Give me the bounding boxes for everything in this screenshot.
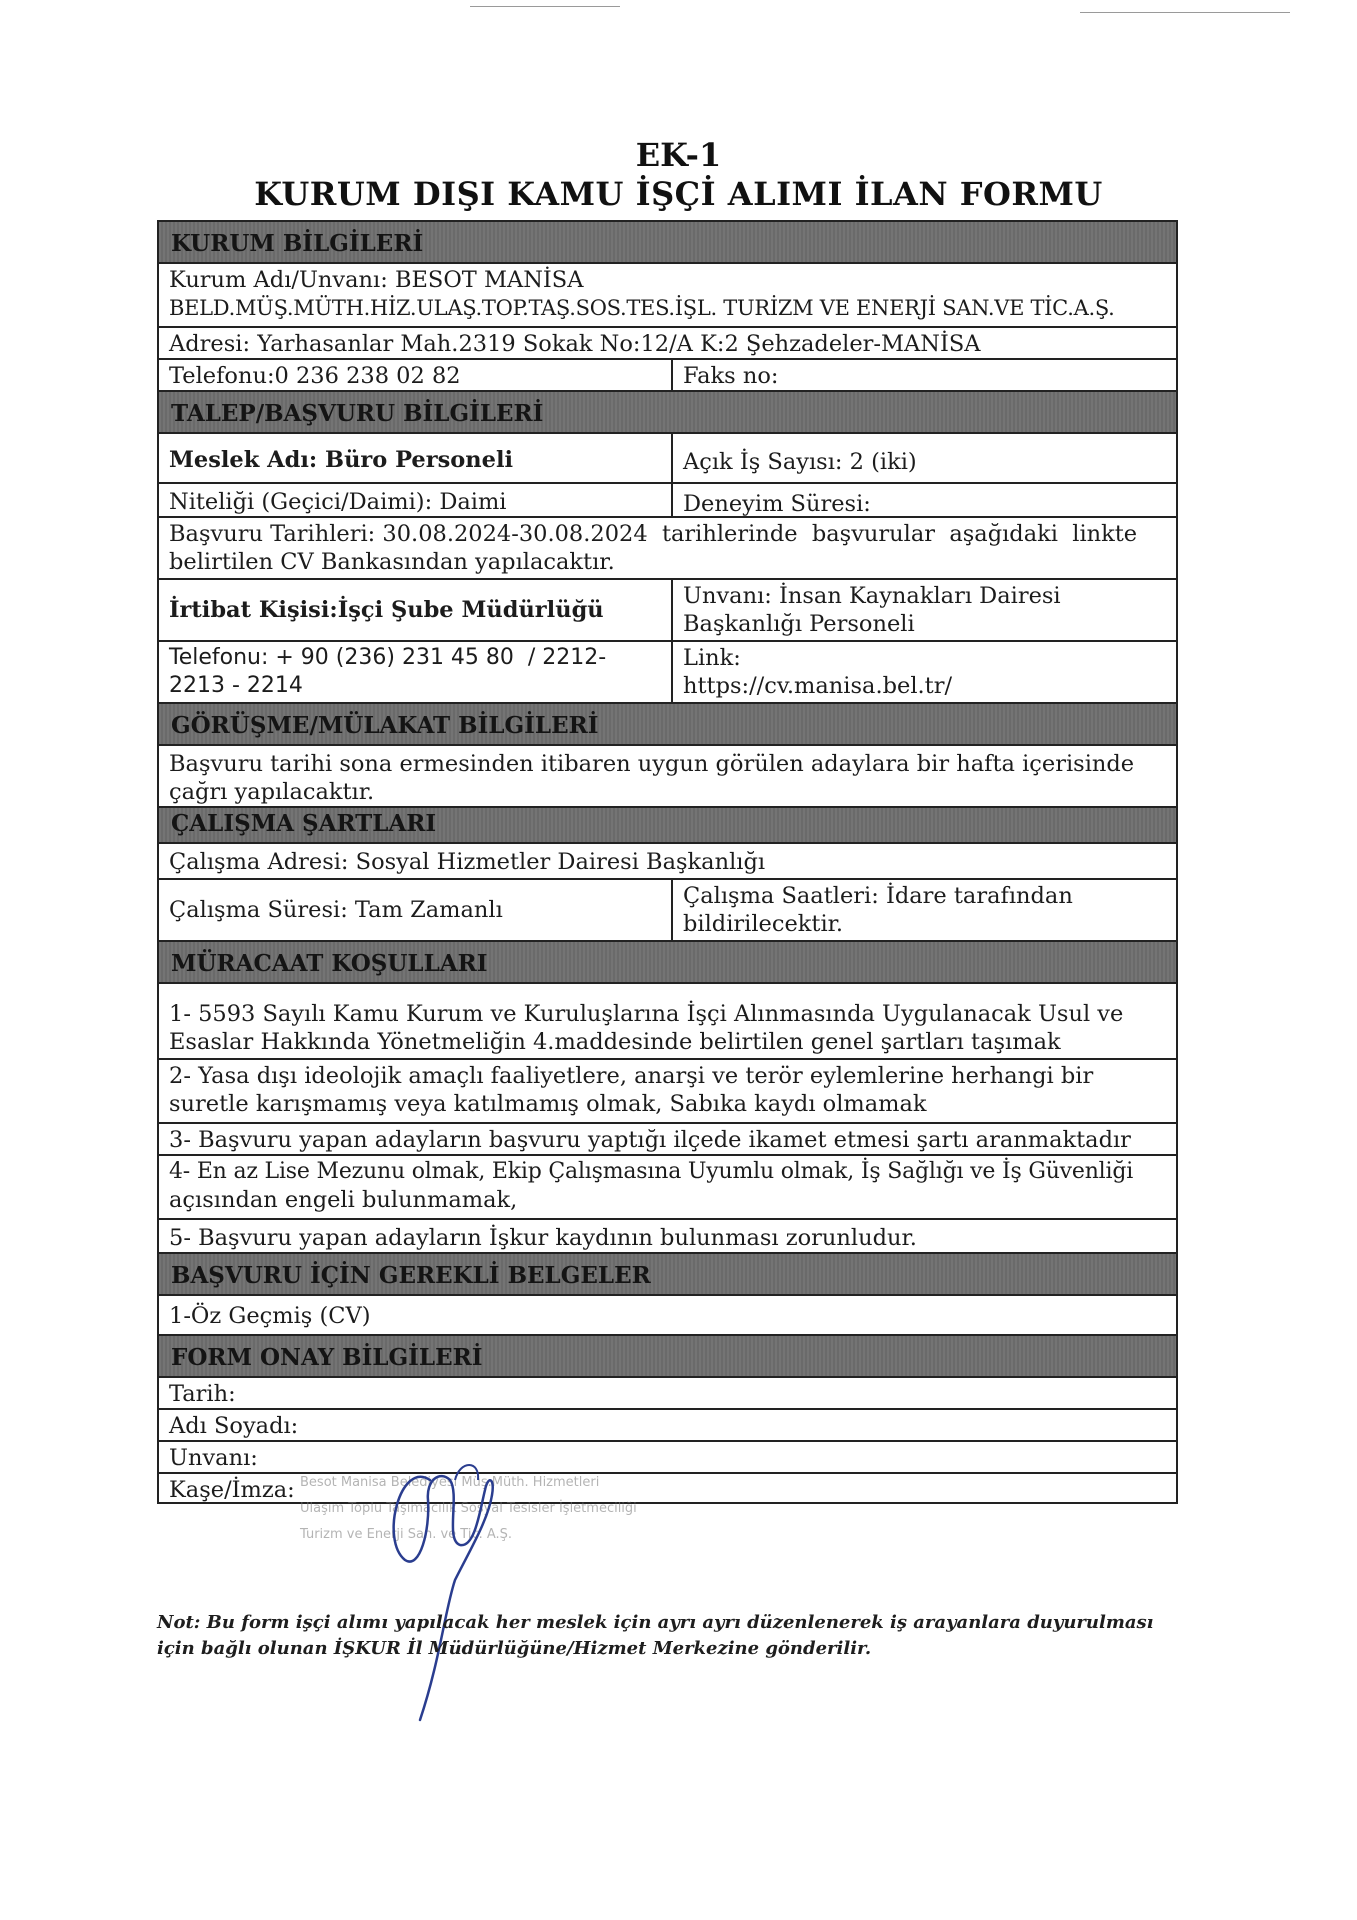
section-onay [157, 1334, 1178, 1376]
section-talep-heading: TALEP/BAŞVURU BİLGİLERİ [171, 400, 544, 427]
niteligi: Niteliği (Geçici/Daimi): Daimi [169, 489, 507, 515]
kurum-adi [159, 264, 1176, 326]
row-onay-adi [157, 1408, 1178, 1440]
onay-tarih: Tarih: [169, 1381, 236, 1407]
gorusme-text [159, 748, 1176, 806]
link-label: Link: [683, 645, 741, 671]
row-irtibat-telefon [157, 640, 1178, 702]
deneyim-suresi: Deneyim Süresi: [671, 484, 1176, 516]
unvan-line1: Unvanı: İnsan Kaynakları Dairesi [683, 583, 1061, 609]
calisma-suresi: Çalışma Süresi: Tam Zamanlı [169, 897, 503, 923]
document-title: KURUM DIŞI KAMU İŞÇİ ALIMI İLAN FORMU [254, 175, 1103, 213]
kurum-adres: Adresi: Yarhasanlar Mah.2319 Sokak No:12/A K:2 Şehzadeler-MANİSA [169, 331, 981, 357]
belgeler-item: 1-Öz Geçmiş (CV) [169, 1303, 371, 1329]
section-muracaat-heading: MÜRACAAT KOŞULLARI [171, 950, 488, 977]
row-kurum-adi [157, 262, 1178, 326]
kurum-adi-line1: Kurum Adı/Unvanı: BESOT MANİSA [169, 267, 584, 293]
section-onay-heading: FORM ONAY BİLGİLERİ [171, 1344, 483, 1371]
irtibat-kisisi: İrtibat Kişisi:İşçi Şube Müdürlüğü [169, 597, 604, 623]
row-muracaat-4 [157, 1154, 1178, 1218]
row-belgeler [157, 1294, 1178, 1334]
document-code: EK-1 [635, 136, 722, 174]
application-form [157, 220, 1178, 1504]
acik-is-sayisi: Açık İş Sayısı: 2 (iki) [671, 434, 1176, 482]
onay-adi-soyadi: Adı Soyadı: [169, 1413, 299, 1439]
muracaat-4-line2: açısından engeli bulunmamak, [169, 1187, 518, 1213]
stamp-line-1: Besot Manisa Belediyesi Müş.Müth. Hizmetleri [300, 1475, 600, 1490]
row-muracaat-1 [157, 998, 1178, 1058]
section-gorusme [157, 702, 1178, 744]
onay-kase-imza: Kaşe/İmza: [169, 1477, 295, 1503]
section-kurum-heading: KURUM BİLGİLERİ [171, 230, 424, 257]
scan-artifact-top-left [470, 6, 620, 7]
scan-artifact-top-right [1080, 12, 1290, 13]
row-muracaat-5 [157, 1218, 1178, 1252]
basvuru-line1: Başvuru Tarihleri: 30.08.2024-30.08.2024 tarihlerinde başvurular aşağıdaki linkte [169, 521, 1138, 547]
row-onay-tarih [157, 1376, 1178, 1408]
saat-line1: Çalışma Saatleri: İdare tarafından [683, 883, 1073, 909]
basvuru-line2: belirtilen CV Bankasından yapılacaktır. [169, 549, 615, 575]
section-belgeler-heading: BAŞVURU İÇİN GEREKLİ BELGELER [171, 1262, 651, 1289]
tel-line2: 2213 - 2214 [169, 673, 303, 698]
kurum-adi-line2: BELD.MÜŞ.MÜTH.HİZ.ULAŞ.TOP.TAŞ.SOS.TES.İŞL. TURİZM VE ENERJİ SAN.VE TİC.A.Ş. [169, 296, 1115, 320]
basvuru-link [671, 642, 1176, 702]
irtibat-telefon [159, 642, 671, 702]
stamp-line-3: Turizm ve Enerji San. ve Tic. A.Ş. [300, 1527, 513, 1542]
kurum-telefon: Telefonu:0 236 238 02 82 [169, 363, 461, 389]
section-calisma-heading: ÇALIŞMA ŞARTLARI [171, 810, 437, 837]
row-kurum-telefon [157, 358, 1178, 390]
row-onay-unvan [157, 1440, 1178, 1472]
row-basvuru-tarihleri [157, 516, 1178, 578]
row-meslek [157, 432, 1178, 482]
gorusme-line1: Başvuru tarihi sona ermesinden itibaren uygun görülen adaylara bir hafta içerisinde [169, 751, 1135, 777]
saat-line2: bildirilecektir. [683, 911, 844, 937]
onay-unvani: Unvanı: [169, 1445, 258, 1471]
irtibat-unvan [671, 580, 1176, 640]
muracaat-item-3: 3- Başvuru yapan adayların başvuru yaptığı ilçede ikamet etmesi şartı aranmaktadır [169, 1127, 1131, 1153]
link-url[interactable]: https://cv.manisa.bel.tr/ [683, 673, 953, 699]
stamp-line-2: Ulaşım Toplu Taşımacılık Sosyal Tesisler İşletmeciliği [300, 1501, 637, 1516]
section-kurum [157, 220, 1178, 262]
handwritten-signature [360, 1420, 540, 1740]
row-muracaat-2 [157, 1058, 1178, 1122]
row-niteligi [157, 482, 1178, 516]
muracaat-1-line1: 1- 5593 Sayılı Kamu Kurum ve Kuruluşlarına İşçi Alınmasında Uygulanacak Usul ve [169, 1001, 1124, 1027]
section-gorusme-heading: GÖRÜŞME/MÜLAKAT BİLGİLERİ [171, 712, 599, 739]
section-muracaat [157, 940, 1178, 982]
muracaat-4-line1: 4- En az Lise Mezunu olmak, Ekip Çalışmasına Uyumlu olmak, İş Sağlığı ve İş Güvenliği [169, 1159, 1134, 1184]
row-irtibat [157, 578, 1178, 640]
unvan-line2: Başkanlığı Personeli [683, 611, 915, 637]
tel-line1: Telefonu: + 90 (236) 231 45 80 / 2212- [169, 645, 607, 670]
gorusme-line2: çağrı yapılacaktır. [169, 779, 375, 805]
section-talep [157, 390, 1178, 432]
row-muracaat-3 [157, 1122, 1178, 1154]
row-calisma-adres [157, 842, 1178, 878]
calisma-adresi: Çalışma Adresi: Sosyal Hizmetler Dairesi Başkanlığı [169, 849, 766, 875]
muracaat-1-line2: Esaslar Hakkında Yönetmeliğin 4.maddesinde belirtilen genel şartları taşımak [169, 1029, 1061, 1055]
muracaat-item-2 [159, 1060, 1176, 1122]
meslek-adi: Meslek Adı: Büro Personeli [169, 447, 514, 473]
footer-note: Not: Bu form işçi alımı yapılacak her meslek için ayrı ayrı düzenlenerek iş arayanlara duyurulması için bağlı olunan İŞKUR İl Müdürlüğüne/Hizmet Merkezine gönderilir. [157, 1612, 1154, 1659]
muracaat-2-line2: suretle karışmamış veya katılmamış olmak, Sabıka kaydı olmamak [169, 1091, 927, 1117]
row-gorusme [157, 744, 1178, 806]
kurum-faks: Faks no: [671, 360, 1176, 390]
section-calisma [157, 806, 1178, 842]
calisma-saatleri [671, 880, 1176, 940]
muracaat-item-4 [159, 1156, 1176, 1218]
row-kurum-adres [157, 326, 1178, 358]
muracaat-item-1 [159, 998, 1176, 1058]
row-calisma-sure [157, 878, 1178, 940]
muracaat-2-line1: 2- Yasa dışı ideolojik amaçlı faaliyetlere, anarşi ve terör eylemlerine herhangi bir [169, 1063, 1094, 1089]
muracaat-item-5: 5- Başvuru yapan adayların İşkur kaydının bulunması zorunludur. [169, 1225, 917, 1251]
basvuru-tarihleri [159, 518, 1176, 578]
row-muracaat-spacer [157, 982, 1178, 998]
section-belgeler [157, 1252, 1178, 1294]
